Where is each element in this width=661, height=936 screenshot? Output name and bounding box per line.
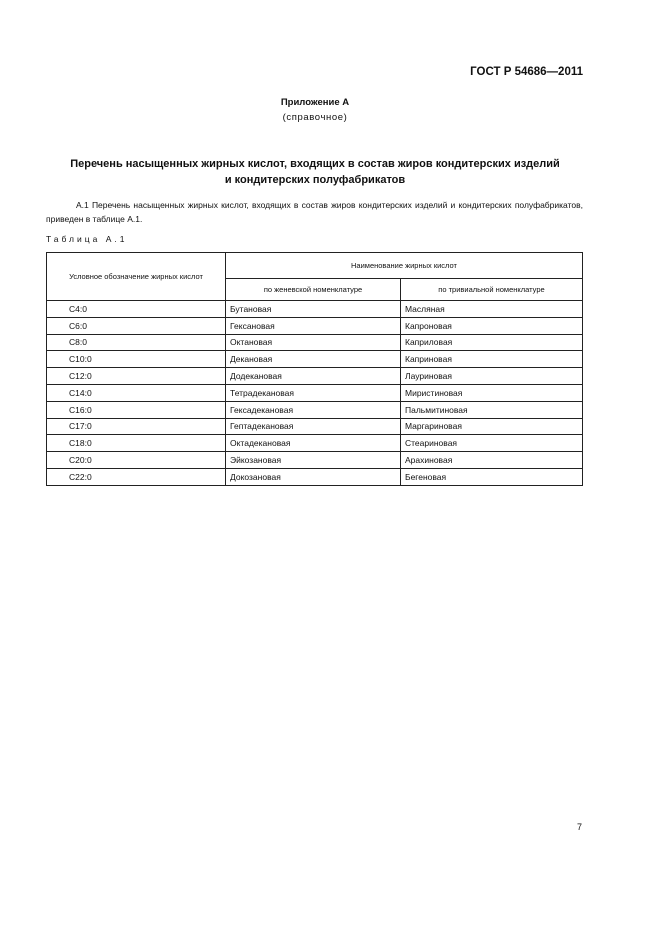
table-row <box>47 452 583 469</box>
header-name-group: Наименование жирных кислот <box>226 253 583 279</box>
cell-trivial-name: Каприловая <box>401 334 583 351</box>
cell-geneva-name: Додекановая <box>226 368 401 385</box>
cell-code: C6:0 <box>47 317 226 334</box>
header-geneva: по женевской номенклатуре <box>226 279 401 301</box>
cell-trivial-name: Маргариновая <box>401 418 583 435</box>
cell-geneva-name: Эйкозановая <box>226 452 401 469</box>
cell-trivial-name: Миристиновая <box>401 384 583 401</box>
cell-trivial-name: Бегеновая <box>401 468 583 485</box>
cell-code: C18:0 <box>47 435 226 452</box>
cell-geneva-name: Гексадекановая <box>226 401 401 418</box>
fatty-acids-table <box>46 252 583 486</box>
table-row <box>47 368 583 385</box>
cell-geneva-name: Октановая <box>226 334 401 351</box>
annex-title: Приложение А <box>280 97 350 108</box>
table-row <box>47 301 583 318</box>
cell-geneva-name: Тетрадекановая <box>226 384 401 401</box>
cell-code: C20:0 <box>47 452 226 469</box>
cell-geneva-name: Октадекановая <box>226 435 401 452</box>
table-caption: Таблица А.1 <box>46 234 128 244</box>
cell-trivial-name: Пальмитиновая <box>401 401 583 418</box>
cell-geneva-name: Гептадекановая <box>226 418 401 435</box>
table-row <box>47 418 583 435</box>
document-standard-number: ГОСТ Р 54686—2011 <box>470 66 583 78</box>
cell-code: C4:0 <box>47 301 226 318</box>
cell-trivial-name: Лауриновая <box>401 368 583 385</box>
cell-geneva-name: Докозановая <box>226 468 401 485</box>
table-row <box>47 435 583 452</box>
table-row <box>47 351 583 368</box>
cell-trivial-name: Каприновая <box>401 351 583 368</box>
cell-geneva-name: Гексановая <box>226 317 401 334</box>
cell-trivial-name: Капроновая <box>401 317 583 334</box>
section-title-line-1: Перечень насыщенных жирных кислот, входящих в состав жиров кондитерских изделий <box>70 158 560 170</box>
header-trivial: по тривиальной номенклатуре <box>401 279 583 301</box>
table-row <box>47 317 583 334</box>
intro-paragraph: А.1 Перечень насыщенных жирных кислот, входящих в состав жиров кондитерских изделий и кондитерских полуфабрикатов, приведен в таблице А.1. <box>46 200 583 224</box>
table-row <box>47 468 583 485</box>
table-body <box>47 301 583 486</box>
cell-geneva-name: Декановая <box>226 351 401 368</box>
cell-trivial-name: Стеариновая <box>401 435 583 452</box>
annex-subtitle: (справочное) <box>282 112 348 123</box>
cell-code: C16:0 <box>47 401 226 418</box>
table-row <box>47 401 583 418</box>
section-title-line-2: и кондитерских полуфабрикатов <box>224 174 406 186</box>
cell-trivial-name: Арахиновая <box>401 452 583 469</box>
table-row <box>47 384 583 401</box>
cell-code: C17:0 <box>47 418 226 435</box>
annex-heading <box>0 95 630 125</box>
table-row <box>47 334 583 351</box>
section-title <box>40 156 590 188</box>
cell-geneva-name: Бутановая <box>226 301 401 318</box>
cell-trivial-name: Масляная <box>401 301 583 318</box>
page-number: 7 <box>577 822 583 832</box>
cell-code: C12:0 <box>47 368 226 385</box>
header-designation: Условное обозначение жирных кислот <box>47 253 226 301</box>
cell-code: C14:0 <box>47 384 226 401</box>
cell-code: C22:0 <box>47 468 226 485</box>
cell-code: C10:0 <box>47 351 226 368</box>
cell-code: C8:0 <box>47 334 226 351</box>
